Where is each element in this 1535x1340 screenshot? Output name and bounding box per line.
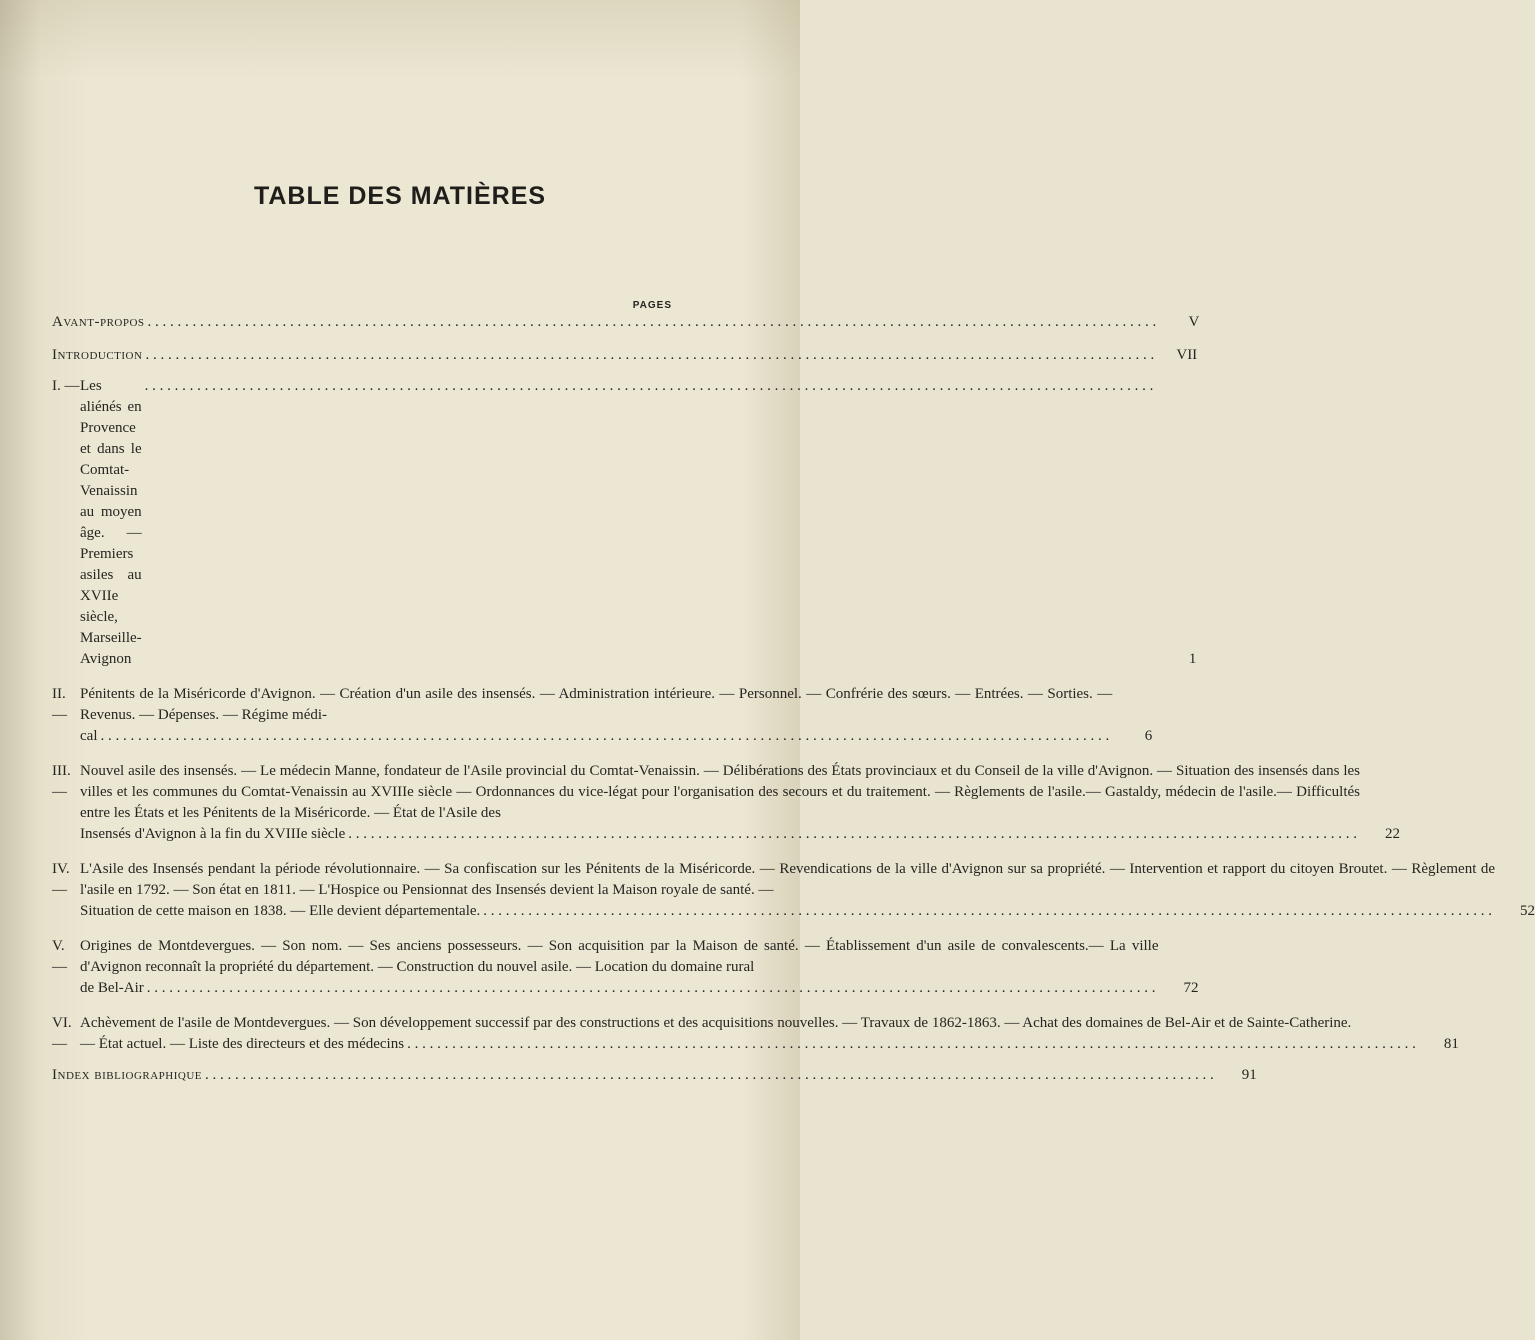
toc-entry-label: Index bibliographique bbox=[52, 1067, 203, 1083]
toc-entry-page: 1 bbox=[1188, 651, 1197, 667]
toc-entry-introduction[interactable] bbox=[52, 345, 1198, 366]
chapter-summary-end: — État actuel. — Liste des directeurs et des médecins bbox=[80, 1036, 405, 1052]
chapter-summary: L'Asile des Insensés pendant la période révolutionnaire. — Sa confiscation sur les Pénitents de la Miséricorde. — Revendications de la ville d'Avignon sur sa propriété. — Intervention et rapport du citoyen Broutet. — Règlement de l'asile en 1792. — Son état en 1811. — L'Hospice ou Pensionnat des Insensés devient la Maison royale de santé. — bbox=[80, 861, 1496, 898]
chapter-summary: Les aliénés en Provence et dans le Comtat-Venaissin au moyen âge. — Premiers asiles au XVIIe siècle, Marseille-Avignon bbox=[80, 378, 142, 667]
toc-entry-index[interactable] bbox=[52, 1065, 1257, 1086]
toc-entry-avant-propos[interactable] bbox=[52, 312, 1200, 333]
chapter-number: IV. — bbox=[52, 861, 70, 898]
table-of-contents bbox=[52, 312, 1535, 1086]
dot-leader bbox=[348, 824, 1357, 845]
toc-entry-page: 22 bbox=[1385, 826, 1401, 842]
toc-entry-chapter-4[interactable] bbox=[52, 859, 1535, 922]
chapter-summary-end: Situation de cette maison en 1838. — Elle devient départementale. bbox=[80, 903, 481, 919]
toc-entry-chapter-6[interactable] bbox=[52, 1013, 1459, 1055]
chapter-number: I. — bbox=[52, 378, 80, 394]
chapter-summary-end: de Bel-Air bbox=[80, 980, 144, 996]
toc-entry-label: Introduction bbox=[52, 347, 143, 363]
chapter-summary: Achèvement de l'asile de Montdevergues. — Son développement successif par des constructions et des acquisitions nouvelles. — Travaux de 1862-1863. — Achat des domaines de Bel-Air et de Sainte-Catherine. bbox=[80, 1015, 1352, 1031]
pages-column-header: PAGES bbox=[632, 300, 672, 311]
chapter-summary-end: Insensés d'Avignon à la fin du XVIIIe siècle bbox=[80, 826, 346, 842]
toc-entry-page: 6 bbox=[1144, 728, 1153, 744]
dot-leader bbox=[145, 376, 1154, 397]
chapter-summary: Nouvel asile des insensés. — Le médecin Manne, fondateur de l'Asile provincial du Comtat-Venaissin. — Délibérations des États provinciaux et du Conseil de la ville d'Avignon. — Situation des insensés dans les villes et les communes du Comtat-Venaissin au XVIIIe siècle — Ordonnances du vice-légat pour l'organisation des secours et du traitement. — Règlements de l'asile.— Gastaldy, médecin de l'asile.— Difficultés entre les États et les Pénitents de la Miséricorde. — État de l'Asile des bbox=[80, 763, 1361, 821]
dot-leader bbox=[148, 312, 1157, 333]
toc-entry-page: V bbox=[1188, 314, 1200, 330]
dot-leader bbox=[145, 345, 1154, 366]
toc-entry-page: 81 bbox=[1443, 1036, 1459, 1052]
toc-entry-label: Avant-propos bbox=[52, 314, 145, 330]
chapter-number: VI. — bbox=[52, 1015, 72, 1052]
chapter-summary: Pénitents de la Miséricorde d'Avignon. — Création d'un asile des insensés. — Administration intérieure. — Personnel. — Confrérie des sœurs. — Entrées. — Sorties. — Revenus. — Dépenses. — Régime médi- bbox=[80, 686, 1113, 723]
chapter-number: III. — bbox=[52, 763, 71, 800]
dot-leader bbox=[407, 1034, 1416, 1055]
toc-entry-chapter-3[interactable] bbox=[52, 761, 1401, 845]
chapter-summary-end: cal bbox=[80, 728, 98, 744]
toc-entry-chapter-2[interactable] bbox=[52, 684, 1153, 747]
page-title: TABLE DES MATIÈRES bbox=[253, 182, 547, 210]
toc-entry-page: 52 bbox=[1520, 903, 1535, 919]
dot-leader bbox=[205, 1065, 1214, 1086]
toc-entry-page: 91 bbox=[1241, 1067, 1257, 1083]
toc-entry-page: VII bbox=[1176, 347, 1198, 363]
toc-entry-chapter-5[interactable] bbox=[52, 936, 1199, 999]
chapter-summary: Origines de Montdevergues. — Son nom. — Ses anciens possesseurs. — Son acquisition par la Maison de santé. — Établissement d'un asile de convalescents.— La ville d'Avignon reconnaît la propriété du département. — Construction du nouvel asile. — Location du domaine rural bbox=[80, 938, 1159, 975]
chapter-number: V. — bbox=[52, 938, 67, 975]
chapter-number: II. — bbox=[52, 686, 67, 723]
dot-leader bbox=[483, 901, 1492, 922]
dot-leader bbox=[147, 978, 1156, 999]
toc-entry-chapter-1[interactable] bbox=[52, 376, 1197, 670]
dot-leader bbox=[100, 726, 1109, 747]
toc-entry-page: 72 bbox=[1183, 980, 1199, 996]
